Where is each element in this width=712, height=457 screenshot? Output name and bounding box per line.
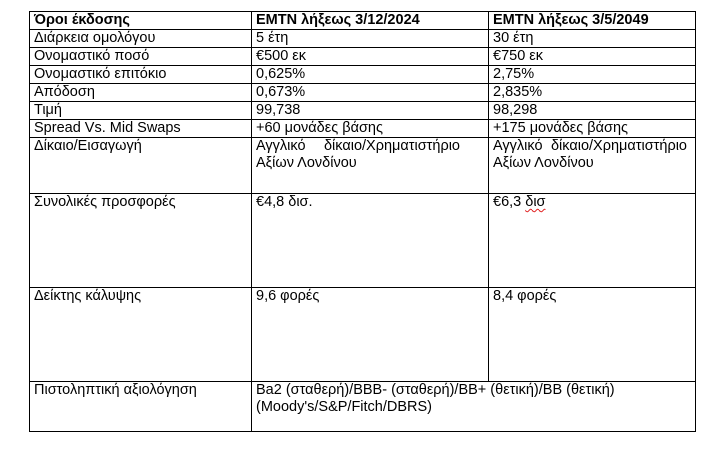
cell-coupon-2049: 2,75% <box>489 66 696 84</box>
cell-spread-2024: +60 μονάδες βάσης <box>252 120 489 138</box>
cell-cover-2024: 9,6 φορές <box>252 288 489 382</box>
row-label-cover: Δείκτης κάλυψης <box>30 288 252 382</box>
row-label-spread: Spread Vs. Mid Swaps <box>30 120 252 138</box>
table-row <box>30 288 696 382</box>
row-label-price: Τιμή <box>30 102 252 120</box>
bond-terms-table <box>29 11 696 432</box>
cell-nominal-2024: €500 εκ <box>252 48 489 66</box>
cell-law-2049: Αγγλικό δίκαιο/Χρηματιστήριο Αξίων Λονδίνου <box>489 138 696 194</box>
table-row <box>30 48 696 66</box>
cell-yield-2024: 0,673% <box>252 84 489 102</box>
row-label-duration: Διάρκεια ομολόγου <box>30 30 252 48</box>
cell-duration-2049: 30 έτη <box>489 30 696 48</box>
row-label-yield: Απόδοση <box>30 84 252 102</box>
row-label-law: Δίκαιο/Εισαγωγή <box>30 138 252 194</box>
cell-price-2024: 99,738 <box>252 102 489 120</box>
cell-duration-2024: 5 έτη <box>252 30 489 48</box>
cell-price-2049: 98,298 <box>489 102 696 120</box>
table-header-row <box>30 12 696 30</box>
cell-offers-2049 <box>489 194 696 288</box>
header-terms: Όροι έκδοσης <box>30 12 252 30</box>
offers-amount: €6,3 <box>493 194 526 210</box>
cell-rating: Ba2 (σταθερή)/BBB- (σταθερή)/BB+ (θετική)/BB (θετική) (Moody's/S&P/Fitch/DBRS) <box>252 382 696 432</box>
cell-coupon-2024: 0,625% <box>252 66 489 84</box>
table-row <box>30 382 696 432</box>
row-label-coupon: Ονομαστικό επιτόκιο <box>30 66 252 84</box>
row-label-rating: Πιστοληπτική αξιολόγηση <box>30 382 252 432</box>
row-label-offers: Συνολικές προσφορές <box>30 194 252 288</box>
table-row <box>30 120 696 138</box>
cell-nominal-2049: €750 εκ <box>489 48 696 66</box>
table-row <box>30 138 696 194</box>
offers-unit-spellcheck: δισ <box>525 194 546 210</box>
table-row <box>30 30 696 48</box>
table-row <box>30 84 696 102</box>
cell-yield-2049: 2,835% <box>489 84 696 102</box>
cell-offers-2024: €4,8 δισ. <box>252 194 489 288</box>
header-emtn-2049: EMTN λήξεως 3/5/2049 <box>489 12 696 30</box>
table-row <box>30 194 696 288</box>
cell-law-2024: Αγγλικό δίκαιο/Χρηματιστήριο Αξίων Λονδίνου <box>252 138 489 194</box>
cell-cover-2049: 8,4 φορές <box>489 288 696 382</box>
table-row <box>30 102 696 120</box>
cell-spread-2049: +175 μονάδες βάσης <box>489 120 696 138</box>
row-label-nominal: Ονομαστικό ποσό <box>30 48 252 66</box>
header-emtn-2024: EMTN λήξεως 3/12/2024 <box>252 12 489 30</box>
table-row <box>30 66 696 84</box>
